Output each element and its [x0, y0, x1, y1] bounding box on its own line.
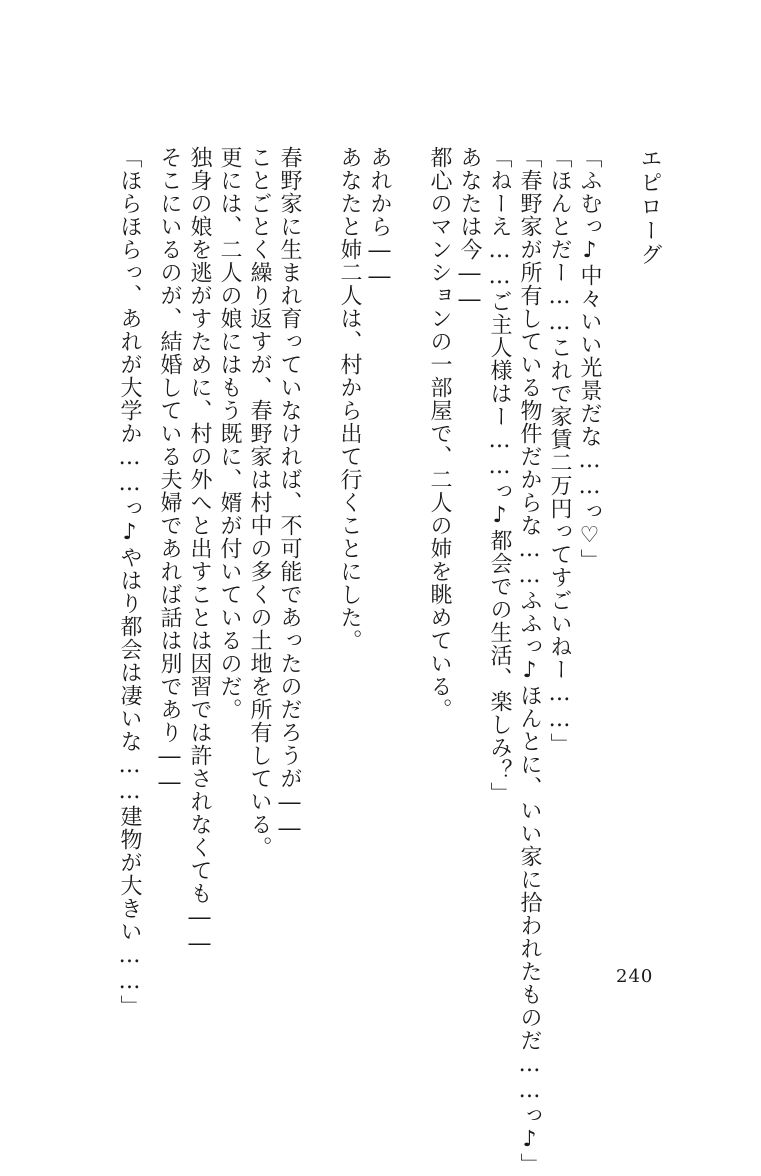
text-line: 「ほんとだー……これで家賃二万円ってすごいねー……」: [547, 146, 572, 756]
text-line: そこにいるのが、結婚している夫婦であれば話は別であり――: [157, 146, 182, 796]
text-line: あなたは今――: [457, 146, 482, 313]
text-line: 独身の娘を逃がすために、村の外へと出すことは因習では許されなくても――: [187, 146, 212, 957]
text-line: あなたと姉二人は、村から出て行くことにした。: [337, 146, 362, 652]
text-line: 「ふむっ♪中々いい光景だな……っ♡」: [577, 146, 602, 572]
text-line: 都心のマンションの一部屋で、二人の姉を眺めている。: [427, 146, 452, 721]
text-line: 更には、二人の娘にはもう既に、婿が付いているのだ。: [217, 146, 242, 721]
text-line: 春野家に生まれ育っていなければ、不可能であったのだろうが――: [277, 146, 302, 842]
text-line: 「ほらほらっ、あれが大学か……っ♪やはり都会は凄いな……建物が大きい……」: [117, 146, 142, 1018]
page-number: 240: [616, 966, 654, 987]
text-line: ことごとく繰り返すが、春野家は村中の多くの土地を所有している。: [247, 146, 272, 859]
text-line: あれから――: [367, 146, 392, 290]
chapter-title: エピローグ: [637, 147, 662, 267]
text-line: 「ねーえ……ご主人様はー……っ♪都会での生活、楽しみ？」: [487, 146, 512, 805]
text-line: 「春野家が所有している物件だからな……ふふっ♪ほんとに、いい家に拾われたものだ……っ♪」: [517, 146, 542, 1176]
